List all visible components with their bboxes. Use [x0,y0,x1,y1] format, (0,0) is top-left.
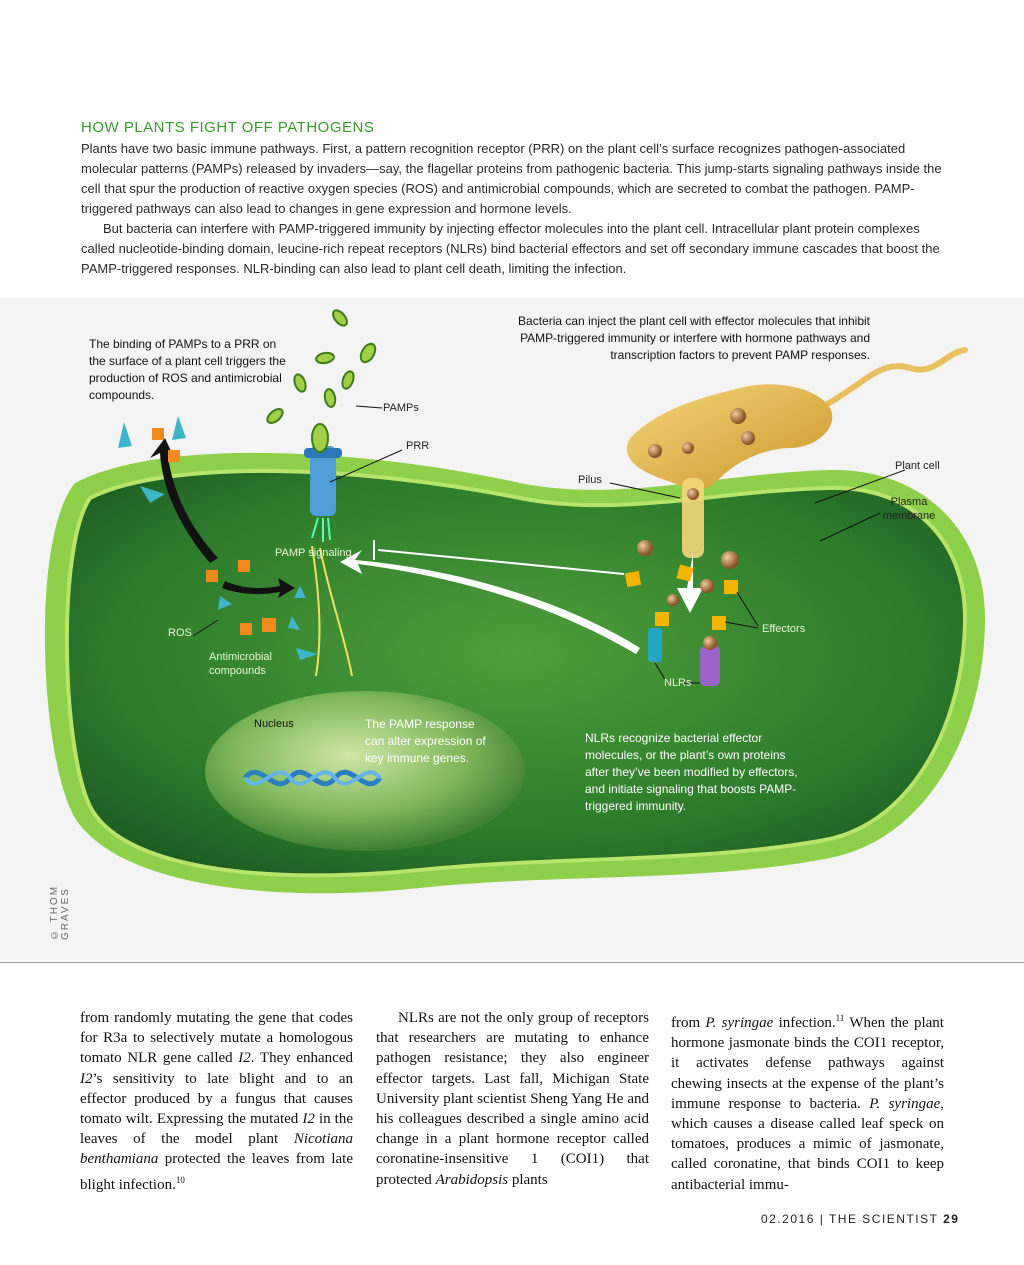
sidebar-text [81,139,951,279]
nlr-teal [648,628,662,662]
nlr-purple [700,646,720,686]
label-antimicrobial: Antimicrobial compounds [209,651,272,677]
caption-bacteria-injection: Bacteria can inject the plant cell with effector molecules that inhibit PAMP-triggered immunity or interfere with hormone pathways and transcription factors to prevent PAMP responses. [518,314,870,362]
page-footer [761,1212,959,1226]
caption-nucleus: The PAMP response can alter expression of key immune genes. [365,717,486,765]
sidebar-paragraph-2: But bacteria can interfere with PAMP-triggered immunity by injecting effector molecules into the plant cell. Intracellular plant protein complexes called nucleotide-binding domain, leucine-rich repeat receptors (NLRs) bind bacterial effectors and set off secondary immune cascades that boost the PAMP-triggered responses. NLR-binding can also lead to plant cell death, limiting the infection. [81,221,940,276]
plant-cell [67,471,965,875]
body-column-1: from randomly mutating the gene that codes for R3a to selectively mutate a homologous tomato NLR gene called I2. They enhanced I2’s sensitivity to late blight and to an effector produced by a fungus that causes tomato wilt. Expressing the mutated I2 in the leaves of the model plant Nicotiana benthamiana protected the leaves from late blight infection.$^{10}$ [80,1010,353,1193]
label-nucleus: Nucleus [254,718,294,730]
label-pamp-signaling: PAMP signaling [275,547,352,559]
label-nlrs: NLRs [664,677,692,689]
label-plant-cell: Plant cell [895,460,940,472]
sidebar-title: HOW PLANTS FIGHT OFF PATHOGENS [81,119,375,136]
label-pilus: Pilus [578,474,602,486]
page-number: 29 [943,1212,960,1226]
image-credit: © THOM GRAVES [49,884,71,940]
footer-issue: 02.2016 | THE SCIENTIST [761,1212,944,1226]
immune-pathway-illustration [0,298,1024,960]
label-pamps: PAMPs [383,402,419,414]
label-prr: PRR [406,440,430,452]
caption-prr-binding: The binding of PAMPs to a PRR on the surface of a plant cell triggers the production of ROS and antimicrobial compounds. [89,337,286,402]
sidebar-paragraph-1: Plants have two basic immune pathways. First, a pattern recognition receptor (PRR) on the plant cell’s surface recognizes pathogen-associated molecular patterns (PAMPs) released by invaders—say, the flagellar proteins from pathogenic bacteria. This jump-starts signaling pathways inside the cell that spur the production of reactive oxygen species (ROS) and antimicrobial compounds, which are secreted to combat the pathogen. PAMP-triggered pathways can also lead to changes in gene expression and hormone levels. [81,141,942,216]
body-column-3: from P. syringae infection.$^{11}$ When the plant hormone jasmonate binds the COI1 receptor, it activates defense pathways against chewing insects at the expense of the plant’s immune response to bacteria. P. syringae, which causes a disease called leaf speck on tomatoes, produces a mimic of jasmonate, called coronatine, that binds COI1 to keep antibacterial immu- [671,1013,944,1193]
label-plasma-membrane: Plasma membrane [882,496,936,522]
label-effectors: Effectors [762,623,806,635]
caption-nlr: NLRs recognize bacterial effector molecules, or the plant’s own proteins after they’ve been modified by effectors, and initiate signaling that boosts PAMP-triggered immunity. [585,731,798,813]
label-ros: ROS [168,627,192,639]
section-divider [0,962,1024,963]
body-column-2: NLRs are not the only group of receptors that researchers are mutating to enhance pathogen resistance; they also engineer effector targets. Last fall, Michigan State University plant scientist Sheng Yang He and his colleagues described a single amino acid change in a plant hormone receptor called coronatine-insensitive 1 (COI1) that protected Arabidopsis plants [376,1010,649,1188]
